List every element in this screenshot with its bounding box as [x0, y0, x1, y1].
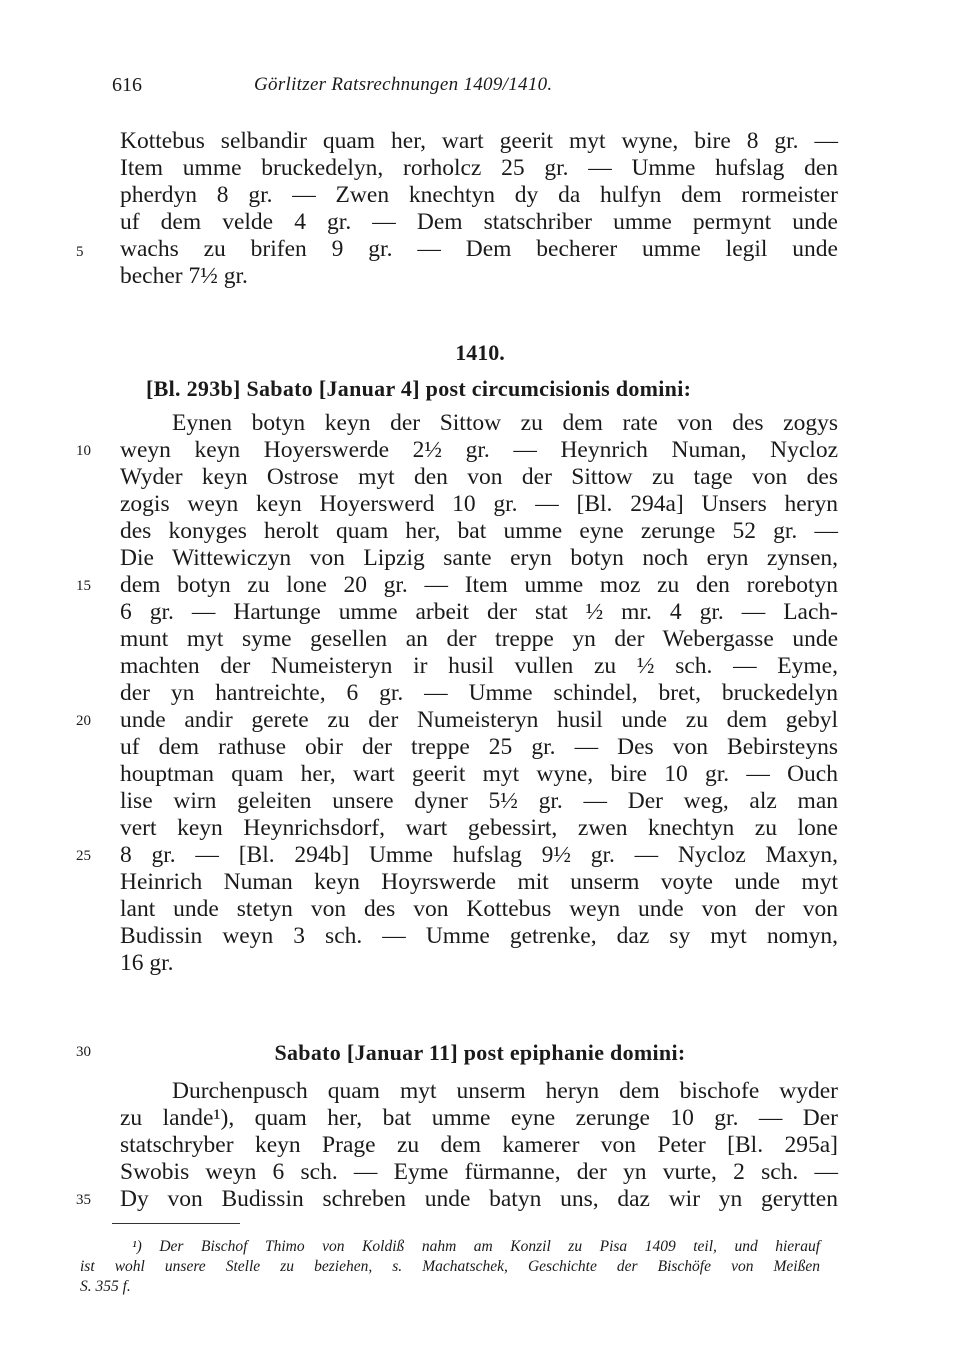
year-heading: 1410. — [455, 340, 505, 365]
line-number: 10 — [76, 443, 91, 459]
text-line: Kottebus selbandir quam her, wart geerit myt wyne, bire 8 gr. — — [120, 128, 838, 154]
footnote-line: S. 355 f. — [80, 1278, 131, 1295]
text-line: 6 gr. — Hartunge umme arbeit der stat ½ mr. 4 gr. — Lach- — [120, 599, 838, 625]
text-line: lant unde stetyn von des von Kottebus weyn unde von der von — [120, 896, 838, 922]
text-line: dem botyn zu lone 20 gr. — Item umme moz zu den rorebotyn — [120, 572, 838, 598]
footnote-line: ist wohl unsere Stelle zu beziehen, s. Machatschek, Geschichte der Bischöfe von Meißen — [80, 1258, 820, 1275]
text-line: wachs zu brifen 9 gr. — Dem becherer umme legil unde — [120, 236, 838, 262]
running-title: Görlitzer Ratsrechnungen 1409/1410. — [254, 74, 553, 95]
text-line: Item umme bruckedelyn, rorholcz 25 gr. — Umme hufslag den — [120, 155, 838, 181]
text-line: machten der Numeisteryn ir husil vullen zu ½ sch. — Eyme, — [120, 653, 838, 679]
text-line: Wyder keyn Ostrose myt den von der Sittow zu tage von des — [120, 464, 838, 490]
text-line: 8 gr. — [Bl. 294b] Umme hufslag 9½ gr. — Nycloz Maxyn, — [120, 842, 838, 868]
text-line: Die Wittewiczyn von Lipzig sante eryn botyn noch eryn zynsen, — [120, 545, 838, 571]
footnote-line: ¹) Der Bischof Thimo von Koldiß nahm am Konzil zu Pisa 1409 teil, und hierauf — [132, 1238, 820, 1255]
text-line: des konyges herolt quam her, bat umme eyne zerunge 52 gr. — — [120, 518, 838, 544]
text-line: Heinrich Numan keyn Hoyrswerde mit unserm voyte unde myt — [120, 869, 838, 895]
line-number: 5 — [76, 244, 84, 260]
text-line: munt myt syme gesellen an der treppe yn der Webergasse unde — [120, 626, 838, 652]
line-number: 20 — [76, 713, 91, 729]
line-number: 15 — [76, 578, 91, 594]
line-number: 30 — [76, 1044, 91, 1060]
text-line: uf dem rathuse obir der treppe 25 gr. — Des von Bebirsteyns — [120, 734, 838, 760]
page-number: 616 — [112, 74, 142, 96]
text-line: Swobis weyn 6 sch. — Eyme fürmanne, der yn vurte, 2 sch. — — [120, 1159, 838, 1185]
text-line: statschryber keyn Prage zu dem kamerer von Peter [Bl. 295a] — [120, 1132, 838, 1158]
section-heading: [Bl. 293b] Sabato [Januar 4] post circumcisionis domini: — [146, 376, 692, 401]
text-line: Durchenpusch quam myt unserm heryn dem bischofe wyder — [172, 1078, 838, 1104]
text-line: 16 gr. — [120, 950, 174, 976]
text-line: uf dem velde 4 gr. — Dem statschriber umme permynt unde — [120, 209, 838, 235]
text-line: zogis weyn keyn Hoyerswerd 10 gr. — [Bl. 294a] Unsers heryn — [120, 491, 838, 517]
text-line: vert keyn Heynrichsdorf, wart gebessirt, zwen knechtyn zu lone — [120, 815, 838, 841]
text-line: Dy von Budissin schreben unde batyn uns, daz wir yn gerytten — [120, 1186, 838, 1212]
text-line: zu lande¹), quam her, bat umme eyne zerunge 10 gr. — Der — [120, 1105, 838, 1131]
section-heading: Sabato [Januar 11] post epiphanie domini: — [274, 1040, 686, 1065]
footnote-divider — [112, 1223, 240, 1224]
text-line: becher 7½ gr. — [120, 263, 248, 289]
page-header — [112, 74, 832, 104]
text-line: lise wirn geleiten unsere dyner 5½ gr. — Der weg, alz man — [120, 788, 838, 814]
text-line: Budissin weyn 3 sch. — Umme getrenke, daz sy myt nomyn, — [120, 923, 838, 949]
text-line: unde andir gerete zu der Numeisteryn husil unde zu dem gebyl — [120, 707, 838, 733]
text-line: pherdyn 8 gr. — Zwen knechtyn dy da hulfyn dem rormeister — [120, 182, 838, 208]
text-line: weyn keyn Hoyerswerde 2½ gr. — Heynrich Numan, Nycloz — [120, 437, 838, 463]
line-number: 35 — [76, 1192, 91, 1208]
text-line: Eynen botyn keyn der Sittow zu dem rate von des zogys — [172, 410, 838, 436]
line-number: 25 — [76, 848, 91, 864]
text-line: der yn hantreichte, 6 gr. — Umme schindel, bret, bruckedelyn — [120, 680, 838, 706]
text-line: houptman quam her, wart geerit myt wyne, bire 10 gr. — Ouch — [120, 761, 838, 787]
